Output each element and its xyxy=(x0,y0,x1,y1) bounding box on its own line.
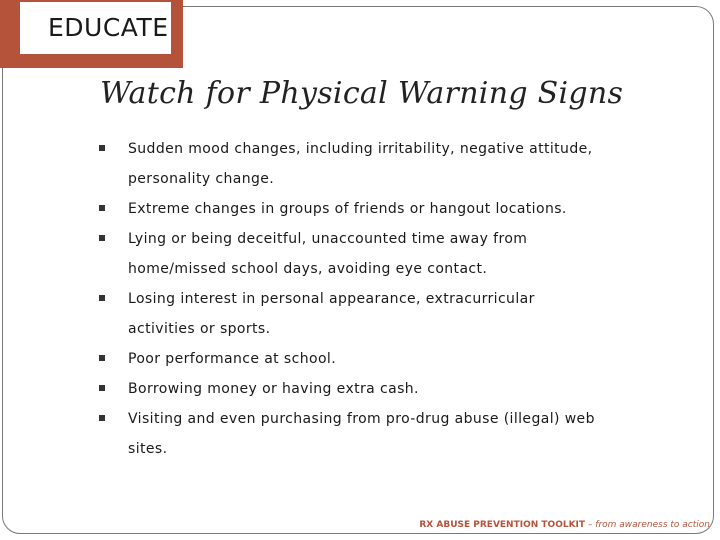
list-item xyxy=(97,134,597,194)
slide-title: Watch for Physical Warning Signs xyxy=(100,76,624,111)
section-label: EDUCATE xyxy=(20,2,171,54)
square-bullet-icon xyxy=(99,355,105,361)
list-item-text: Lying or being deceitful, unaccounted time away from home/missed school days, avoiding eye contact. xyxy=(128,231,528,277)
footer-tagline: from awareness to action xyxy=(595,520,710,530)
list-item xyxy=(97,374,597,404)
list-item xyxy=(97,404,597,464)
list-item xyxy=(97,344,597,374)
list-item xyxy=(97,284,597,344)
list-item xyxy=(97,194,597,224)
square-bullet-icon xyxy=(99,145,105,151)
list-item-text: Poor performance at school. xyxy=(128,351,337,367)
list-item-text: Visiting and even purchasing from pro-drug abuse (illegal) web sites. xyxy=(128,411,595,457)
footer-separator: – xyxy=(585,520,596,530)
section-banner xyxy=(0,0,183,68)
footer xyxy=(419,520,710,530)
warning-signs-list xyxy=(97,134,597,464)
footer-brand: RX ABUSE PREVENTION TOOLKIT xyxy=(419,520,586,530)
list-item-text: Borrowing money or having extra cash. xyxy=(128,381,419,397)
list-item xyxy=(97,224,597,284)
square-bullet-icon xyxy=(99,205,105,211)
list-item-text: Extreme changes in groups of friends or hangout locations. xyxy=(128,201,567,217)
list-item-text: Losing interest in personal appearance, extracurricular activities or sports. xyxy=(128,291,535,337)
square-bullet-icon xyxy=(99,415,105,421)
square-bullet-icon xyxy=(99,235,105,241)
list-item-text: Sudden mood changes, including irritability, negative attitude, personality change. xyxy=(128,141,593,187)
square-bullet-icon xyxy=(99,295,105,301)
square-bullet-icon xyxy=(99,385,105,391)
